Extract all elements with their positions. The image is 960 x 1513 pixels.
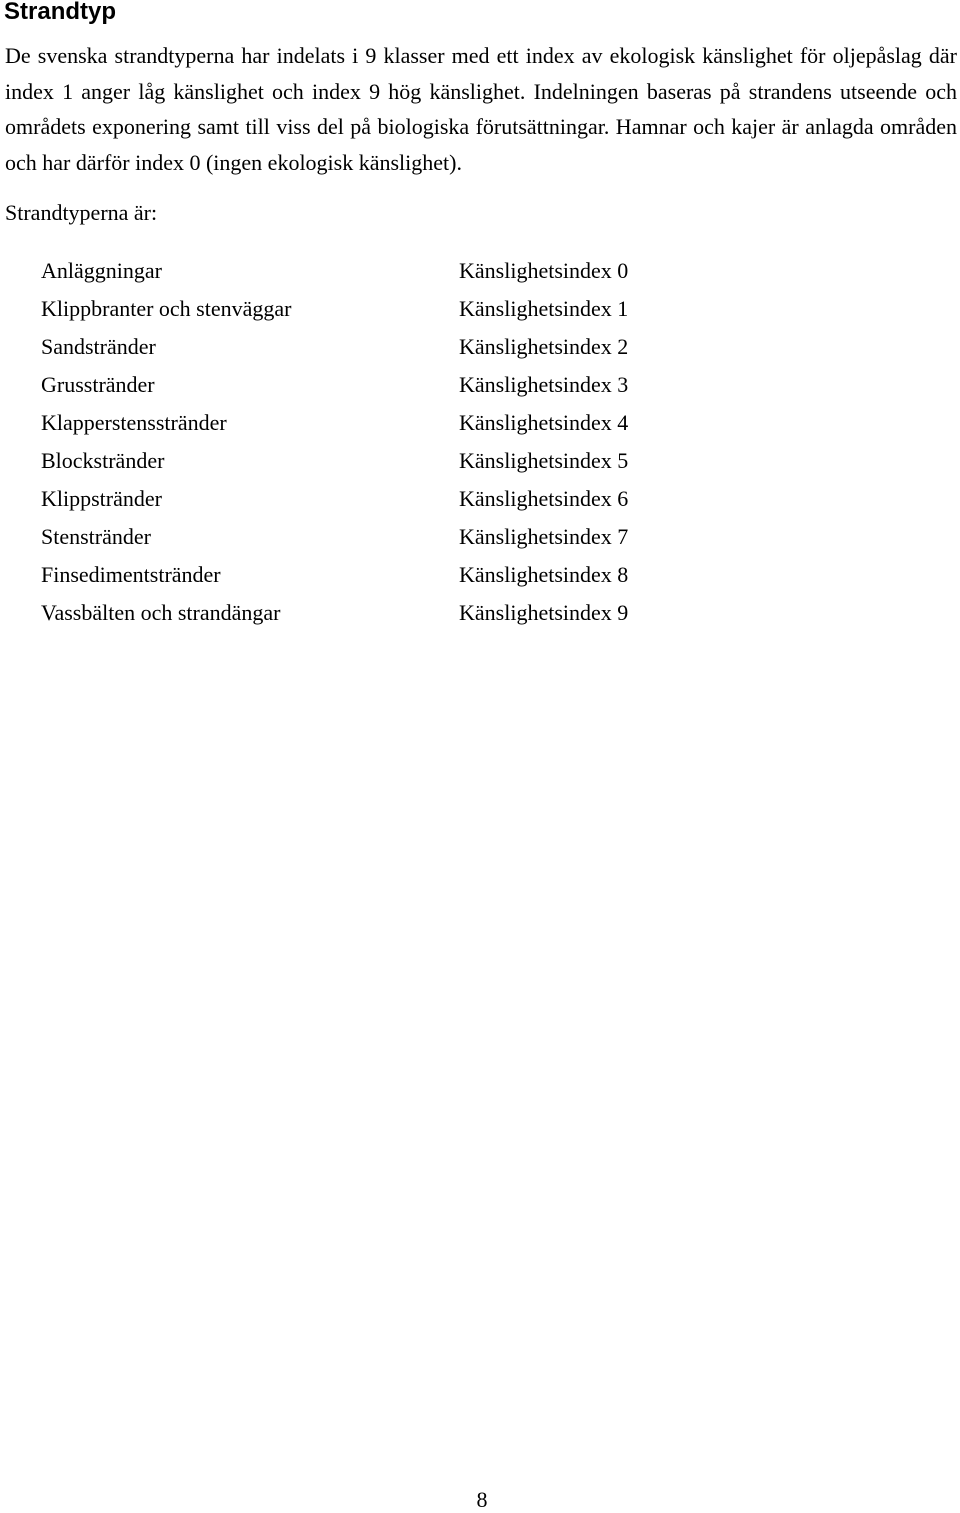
shore-type-name: Klippbranter och stenväggar (41, 296, 292, 321)
shore-type-name: Klippstränder (41, 486, 162, 511)
shore-type-list (41, 256, 628, 636)
shore-type-name: Anläggningar (41, 258, 162, 283)
shore-type-name: Blockstränder (41, 448, 165, 473)
sensitivity-index: Känslighetsindex 2 (459, 334, 629, 359)
list-item (41, 598, 628, 636)
list-item (41, 256, 628, 294)
list-item (41, 446, 628, 484)
list-item (41, 294, 628, 332)
sensitivity-index: Känslighetsindex 0 (459, 258, 629, 283)
list-item (41, 332, 628, 370)
sensitivity-index: Känslighetsindex 1 (459, 296, 629, 321)
shore-type-name: Klapperstensstränder (41, 410, 227, 435)
sensitivity-index: Känslighetsindex 9 (459, 600, 629, 625)
intro-paragraph: De svenska strandtyperna har indelats i 9 klasser med ett index av ekologisk känslighet för oljepåslag där index 1 anger låg känslighet och index 9 hög känslighet. Indelningen baseras på strandens utseende och områdets exponering samt till viss del på biologiska förutsättningar. Hamnar och kajer är anlagda områden och har därför index 0 (ingen ekologisk känslighet). (5, 43, 957, 175)
sensitivity-index: Känslighetsindex 7 (459, 524, 629, 549)
list-item (41, 522, 628, 560)
shore-type-name: Grusstränder (41, 372, 155, 397)
sensitivity-index: Känslighetsindex 8 (459, 562, 629, 587)
sensitivity-index: Känslighetsindex 4 (459, 410, 629, 435)
sensitivity-index: Känslighetsindex 3 (459, 372, 629, 397)
list-item (41, 484, 628, 522)
shore-type-name: Stenstränder (41, 524, 151, 549)
list-item (41, 560, 628, 598)
sensitivity-index: Känslighetsindex 5 (459, 448, 629, 473)
shore-type-name: Finsedimentstränder (41, 562, 221, 587)
list-intro: Strandtyperna är: (5, 200, 158, 225)
page-number: 8 (476, 1487, 488, 1512)
list-item (41, 408, 628, 446)
shore-type-name: Vassbälten och strandängar (41, 600, 281, 625)
list-item (41, 370, 628, 408)
shore-type-name: Sandstränder (41, 334, 156, 359)
section-heading: Strandtyp (4, 0, 117, 25)
sensitivity-index: Känslighetsindex 6 (459, 486, 629, 511)
